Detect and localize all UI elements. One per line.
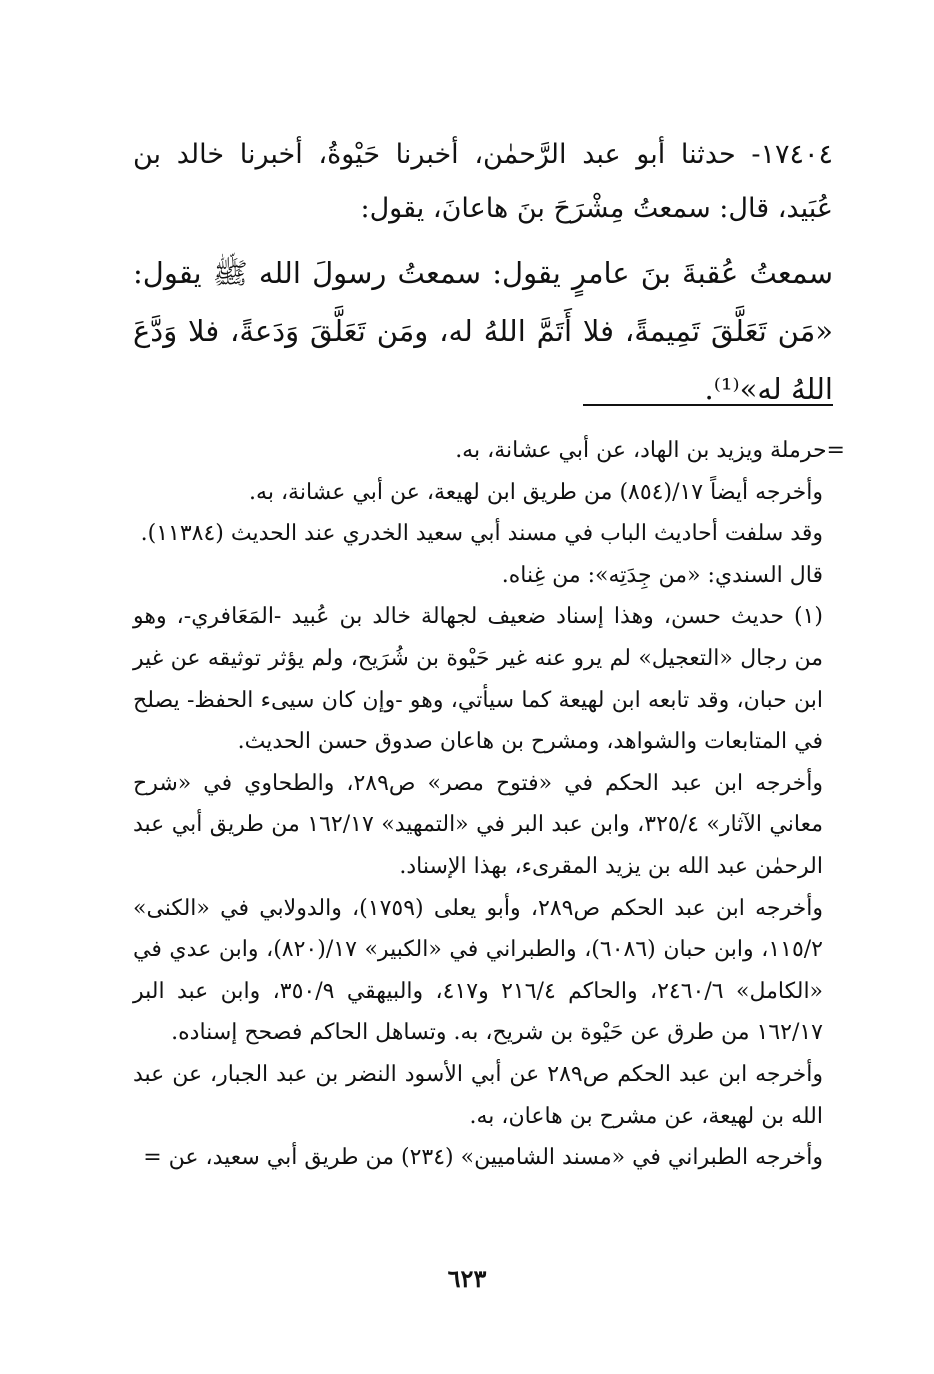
page-number: ٦٢٣ — [447, 1264, 487, 1293]
isnad-paragraph: ١٧٤٠٤- حدثنا أبو عبد الرَّحمٰن، أخبرنا حَيْوةُ، أخبرنا خالد بن عُبَيد، قال: سمعتُ مِشْرَحَ بنَ هاعانَ، يقول: — [133, 139, 833, 224]
footnote-line: وقد سلفت أحاديث الباب في مسند أبي سعيد الخدري عند الحديث (١١٣٨٤). — [140, 521, 823, 547]
footnotes — [133, 430, 845, 1179]
footnote-1: (١) حديث حسن، وهذا إسناد ضعيف لجهالة خالد بن عُبيد -المَعَافري-، وهو من رجال «التعجيل» لم يرو عنه غير حَيْوة بن شُرَيح، ولم يؤثر توثيقه عن غير ابن حبان، وقد تابعه ابن لهيعة كما سيأتي، وهو -وإن كان سيىء الحفظ- يصلح في المتابعات والشواهد، ومشرح بن هاعان صدوق حسن الحديث. — [133, 604, 823, 755]
footnote-line: وأخرجه ابن عبد الحكم ص٢٨٩ عن أبي الأسود النضر بن عبد الجبار، عن عبد الله بن لهيعة، عن مشرح بن هاعان، به. — [133, 1061, 824, 1129]
footnote-line: وأخرجه ابن عبد الحكم ص٢٨٩، وأبو يعلى (١٧٥٩)، والدولابي في «الكنى» ١١٥/٢، وابن حبان (٦٠٨٦)، والطبراني في «الكبير» ١٧/(٨٢٠)، وابن عدي في «الكامل» ٢٤٦٠/٦، والحاكم ٢١٦/٤ و٤١٧، والبيهقي ٣٥٠/٩، وابن عبد البر ١٦٢/١٧ من طرق عن حَيْوة بن شريح، به. وتساهل الحاكم فصحح إسناده. — [133, 895, 824, 1046]
hadith-text — [133, 128, 833, 426]
footnote-line: وأخرجه الطبراني في «مسند الشاميين» (٢٣٤) من طريق أبي سعيد، عن = — [143, 1145, 823, 1171]
footnote-line: =حرملة ويزيد بن الهاد، عن أبي عشانة، به. — [455, 438, 845, 463]
footnote-line: وأخرجه أيضاً ١٧/(٨٥٤) من طريق ابن لهيعة، عن أبي عشانة، به. — [249, 479, 823, 505]
footnote-divider — [583, 404, 833, 406]
matn-paragraph: سمعتُ عُقبةَ بنَ عامرٍ يقول: سمعتُ رسولَ الله ﷺ يقول: «مَن تَعَلَّقَ تَمِيمةً، فلا أَتَمَّ اللهُ له، ومَن تَعَلَّقَ وَدَعةً، فلا وَدَّعَ اللهُ له»⁽¹⁾. — [133, 256, 833, 406]
footnote-line: وأخرجه ابن عبد الحكم في «فتوح مصر» ص٢٨٩، والطحاوي في «شرح معاني الآثار» ٣٢٥/٤، وابن عبد البر في «التمهيد» ١٦٢/١٧ من طريق أبي عبد الرحمٰن عبد الله بن يزيد المقرىء، بهذا الإسناد. — [133, 770, 823, 879]
footnote-line: قال السندي: «من جِدَتِه»: من غِناه. — [501, 562, 823, 588]
